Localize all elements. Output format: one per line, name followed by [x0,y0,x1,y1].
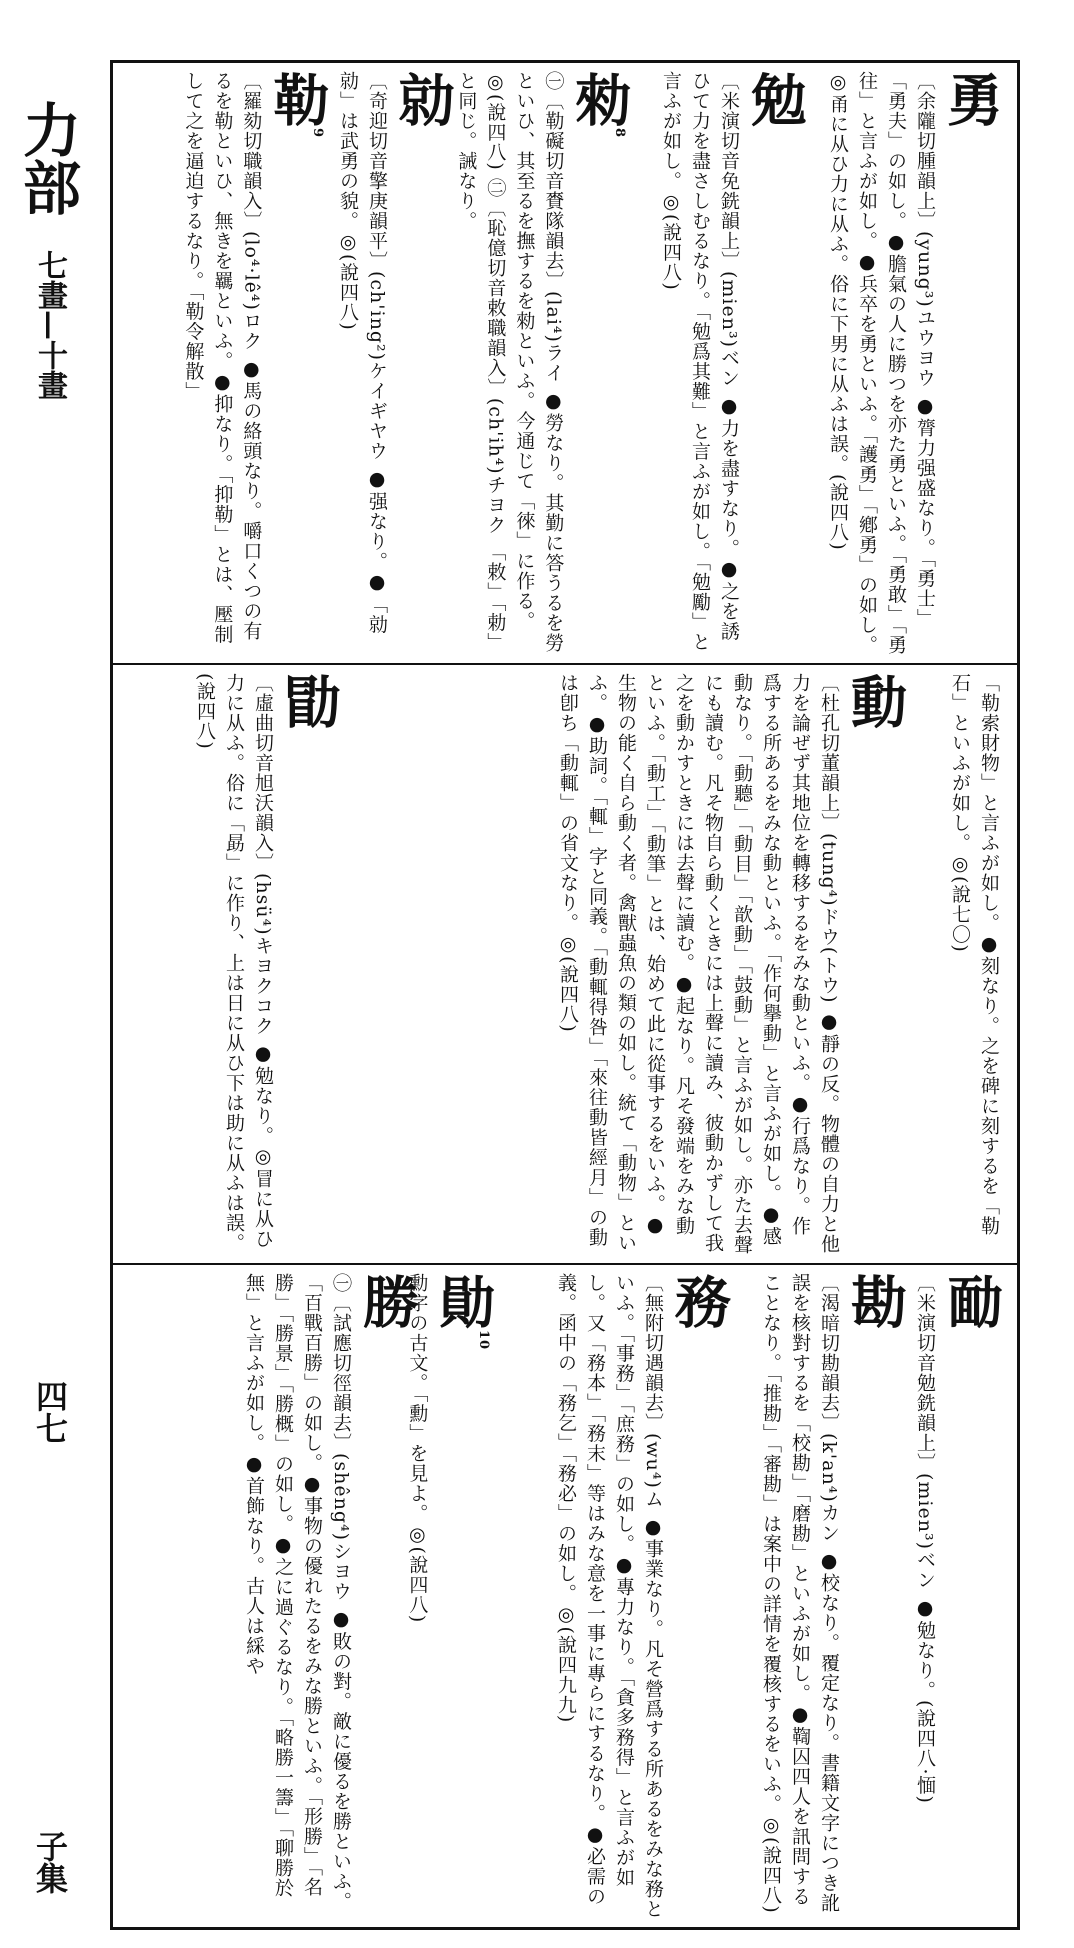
entry-sheng [179,1273,419,1919]
stroke-count: 10 [476,1330,491,1351]
band-top [113,63,1017,663]
band-middle [113,663,1017,1263]
entry-le-continued [913,673,1003,1255]
entry-text: 勳字の古文。「勳」を見よ。◎(說四八) [406,1273,429,1624]
entry-text: 〔羅劾切職韻入〕(lo⁴·lê⁴)ロク ●馬の絡頭なり。嚼口くつの有るを勒といひ、無きを羈といふ。●抑なり。「抑勒」とは、壓制して之を逼迫するなり。「勒令解散」 [182,71,263,645]
entry-headword: 勑$^8$ [566,71,633,139]
entry-headword: 勝 [354,1273,420,1330]
entry-text: 〔渴暗切勘韻去〕(k'an⁴)カン ●校なり。覆定なり。書籍文字につき訛誤を核對するを「校勘」「磨勘」といふが如し。●鞫囚四人を訊問することなり。「推勘」「審勘」は案中の詳情を覆核するをいふ。◎(說四八) [760,1273,840,1914]
band-bottom [113,1263,1017,1927]
entry-headword: 勔 [938,1273,1004,1330]
entry-xun [406,1273,515,1919]
entry-mian [657,71,807,655]
radical-label: 力部 [13,100,81,216]
entry-text: 〔杜孔切董韻上〕(tung⁴)ドウ(トウ) ●靜の反。物體の自力と他力を論ぜず其地位を轉移するをみな動といふ。●行爲なり。作爲する所あるをみな動といふ。「作何擧動」と言ふが如し。●感動なり。「動聽」「動目」「歆動」「鼓動」と言ふが如し。亦た去聲にも讀む。凡そ物自ら動くときには上聲に讀み、彼動かずして我之を動かすときには去聲に讀む。●起なり。凡そ發端をみな動といふ。「動工」「動筆」とは、始めて此に從事するをいふ。●生物の能く自ら動く者。禽獸蟲魚の類の如し。統て「動物」といふ。●助詞。「輒」字と同義。「動輒得咎」「來往動皆經月」の動は卽ち「動輒」の省文なり。◎(說四八) [557,673,840,1255]
entry-headword: 勇 [938,71,1004,128]
entry-xu [151,673,341,1255]
entry-headword: 勉 [742,71,808,128]
entry-text: 〔余隴切腫韻上〕(yung³)ユウヨウ ●膂力强盛なり。「勇士」「勇夫」の如し。●膽氣の人に勝つを亦た勇といふ。「勇敢」「勇往」と言ふが如し。●兵卒を勇といふ。「護勇」「鄕勇」の如し。◎甬に从ひ力に从ふ。俗に下男に从ふは誤。(說四八) [827,71,936,655]
entry-qing [337,71,456,655]
stroke-range-label: 七畫—十畫 [32,250,67,400]
entry-yong [813,71,1003,655]
entry-headword: 勖 [276,673,342,730]
entry-kan [737,1273,907,1919]
stroke-count: 8 [612,128,627,139]
entry-headword: 動 [842,673,908,730]
entry-text: 〔奇迎切音擎庚韻平〕(ch'ing²)ケイギヤウ ●强なり。●「勍勍」は武勇の貌。◎(說四八) [337,71,388,635]
entry-lai [455,71,651,655]
margin-column [0,60,110,1940]
dictionary-page [110,60,1020,1930]
entry-text: ㊀〔試應切徑韻去〕(shêng⁴)シヨウ ●敗の對。敵に優るを勝といふ。「百戰百勝」の如し。●事物の優れたるをみな勝といふ。「形勝」「名勝」「勝景」「勝概」の如し。●之に過ぐるなり。「略勝一籌」「聊勝於無」と言ふが如し。●首飾なり。古人は綵や [243,1273,352,1912]
entry-mian2 [913,1273,1003,1919]
page-number: 四七 [31,1380,69,1444]
entry-text: 〔米演切音勉銑韻上〕(mien³)ベン ●勉なり。(說四八·愐) [914,1273,936,1804]
entry-text: 〔虛曲切音旭沃韻入〕(hsü⁴)キヨクコク ●勉なり。◎冒に从ひ力に从ふ。俗に「勗」に作り、上は日に从ひ下は助に从ふは誤。(說四八) [194,673,274,1253]
entry-headword: 勘 [842,1273,908,1330]
entry-headword: 勛$^{10}$ [430,1273,497,1351]
entry-le [169,71,349,655]
entry-text: 〔米演切音免銑韻上〕(mien³)ベン ●力を盡すなり。●之を誘ひて力を盡さしむるなり。「勉爲其難」と言ふが如し。「勉勵」と言ふが如し。◎(說四八) [660,71,740,652]
entry-dong [347,673,907,1255]
entry-headword: 勒$^9$ [264,71,331,139]
section-label: 子集 [31,1830,69,1894]
entry-wu [521,1273,731,1919]
entry-text: 「勒索財物」と言ふが如し。●刻なり。之を碑に刻するを「勒石」といふが如し。◎(說七〇) [949,673,1000,1236]
entry-headword: 勍 [390,71,456,128]
entry-text: 〔無附切遇韻去〕(wu⁴)ム ●事業なり。凡そ營爲する所あるをみな務といふ。「事務」「庶務」の如し。●專力なり。「貪多務得」と言ふが如し。又「務本」「務末」等はみな意を一事に專らにするなり。●必需の義。函中の「務乞」「務必」の如し。◎(說四九九) [555,1273,664,1919]
stroke-count: 9 [310,128,325,139]
entry-headword: 務 [666,1273,732,1330]
entry-text: ㊀〔勒礙切音賚隊韻去〕(lai⁴)ライ ●勞なり。其勤に答うるを勞といひ、其至るを撫するを勑といふ。今通じて「徠」に作る。◎(說四八) ㊁〔恥億切音敕職韻入〕(ch'ih⁴)チヨク 「敕」「勅」と同じ。誡なり。 [455,71,565,653]
